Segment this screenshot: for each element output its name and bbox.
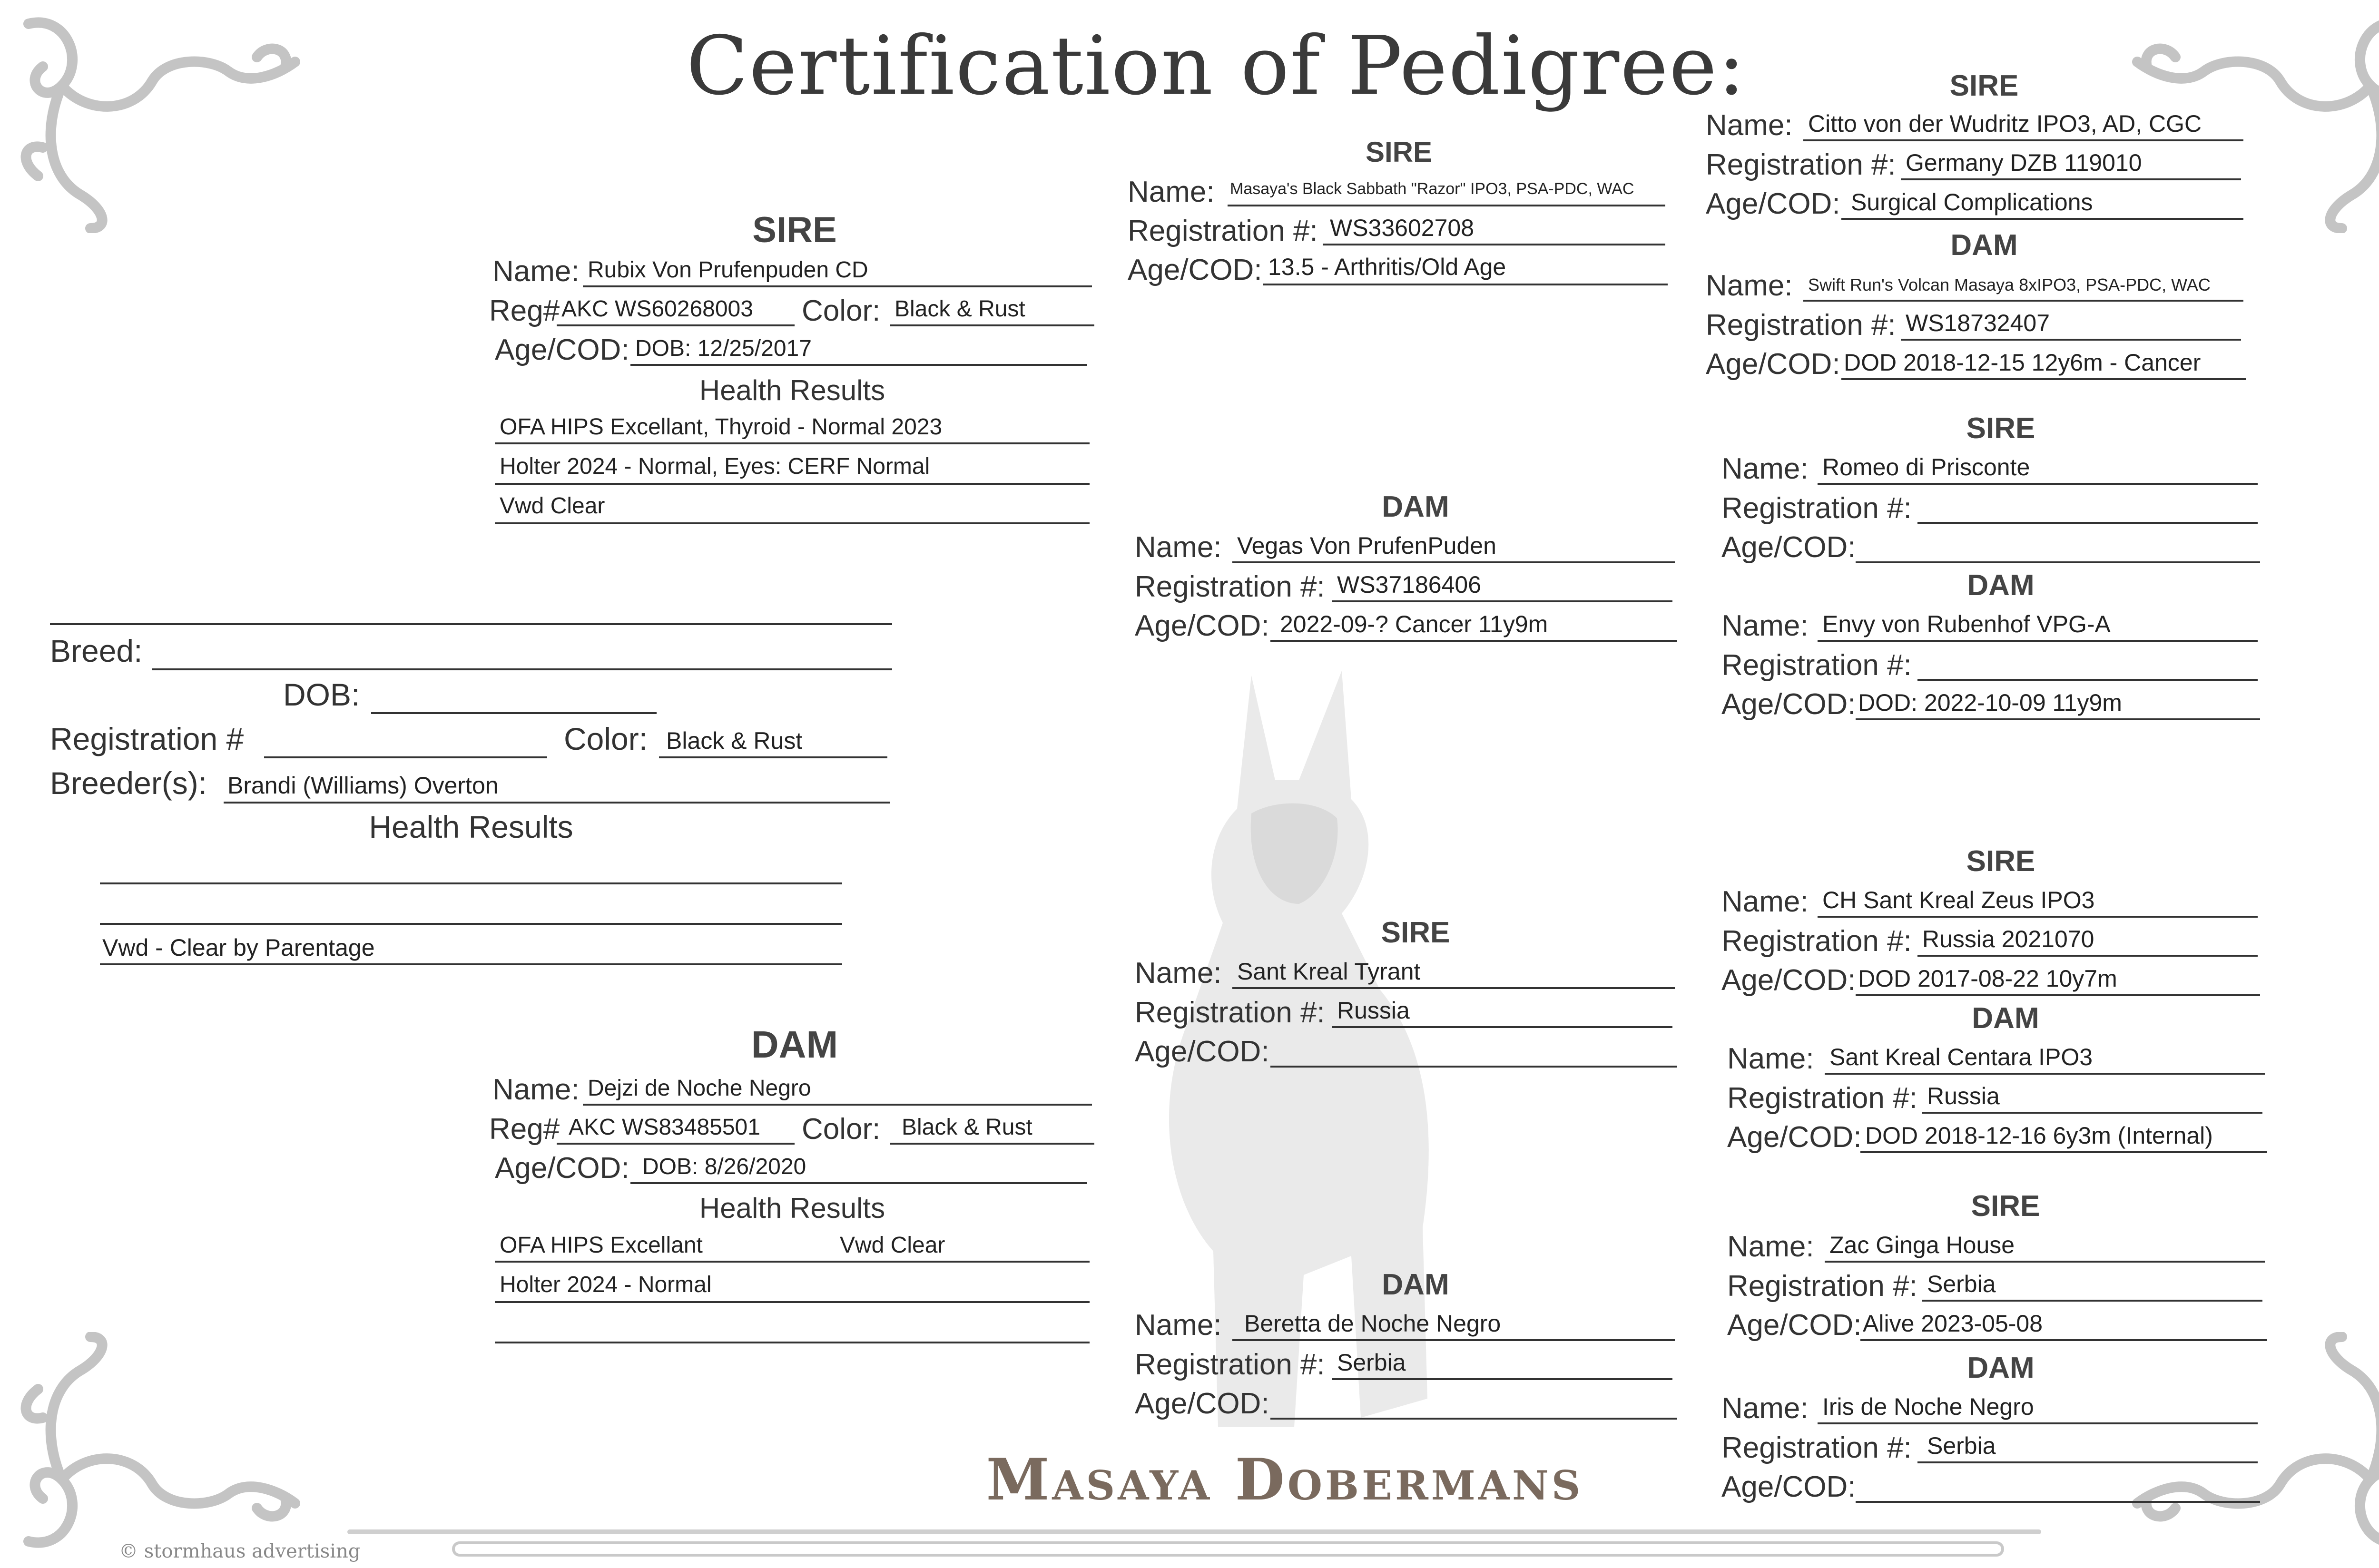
gen2-dam-sire-reg-value: Russia	[1337, 997, 1410, 1024]
gen2-sire-sire-reg-value: WS33602708	[1330, 215, 1475, 241]
gen2-sire-sire-age-label: Age/COD:	[1128, 254, 1262, 286]
dam-age-value: DOB: 8/26/2020	[642, 1154, 806, 1179]
page-title: Certification of Pedigree:	[686, 19, 1746, 113]
gen3-b-name-line	[1803, 300, 2243, 302]
dam-heading: DAM	[751, 1023, 838, 1066]
gen2-sire-dam-reg-label: Registration #:	[1135, 570, 1325, 603]
puppy-health-line-1	[100, 882, 842, 884]
gen3-f-heading: DAM	[1972, 1002, 2039, 1035]
gen2-dam-dam-heading: DAM	[1382, 1268, 1449, 1301]
gen3-f-age-line	[1860, 1151, 2267, 1153]
sire-reg-label: Reg#	[489, 294, 560, 327]
gen3-g-reg-value: Serbia	[1927, 1271, 1996, 1297]
sire-color-label: Color:	[802, 294, 881, 327]
sire-health-line-1	[495, 442, 1090, 444]
gen2-sire-sire-reg-line	[1323, 244, 1665, 245]
gen3-b-reg-value: WS18732407	[1906, 310, 2050, 336]
gen3-d-age-line	[1856, 718, 2260, 720]
gen3-h-age-label: Age/COD:	[1721, 1470, 1856, 1503]
gen3-a-age-label: Age/COD:	[1706, 187, 1840, 220]
puppy-name-line	[50, 623, 892, 625]
dam-health-line-3	[495, 1342, 1090, 1343]
gen2-dam-dam-reg-label: Registration #:	[1135, 1348, 1325, 1381]
dob-line	[371, 712, 657, 714]
gen3-e-age-value: DOD 2017-08-22 10y7m	[1858, 965, 2117, 992]
gen2-dam-dam-name-label: Name:	[1135, 1309, 1222, 1342]
gen3-h-reg-line	[1917, 1461, 2258, 1463]
gen3-h-age-line	[1856, 1501, 2260, 1503]
dam-reg-line	[557, 1143, 795, 1145]
gen2-dam-sire-reg-line	[1332, 1026, 1672, 1028]
gen3-g-age-label: Age/COD:	[1727, 1309, 1862, 1342]
gen2-dam-sire-name-value: Sant Kreal Tyrant	[1237, 958, 1421, 985]
gen2-sire-dam-reg-line	[1332, 600, 1672, 602]
dam-health-value-1a: OFA HIPS Excellant	[500, 1233, 703, 1258]
gen2-dam-dam-reg-value: Serbia	[1337, 1349, 1406, 1376]
color-value: Black & Rust	[666, 727, 803, 754]
gen3-g-name-value: Zac Ginga House	[1829, 1232, 2015, 1258]
dam-health-value-1b: Vwd Clear	[840, 1233, 945, 1258]
puppy-health-line-3	[100, 963, 842, 965]
gen3-g-age-line	[1860, 1339, 2267, 1341]
gen3-c-reg-line	[1917, 522, 2258, 524]
gen3-g-heading: SIRE	[1971, 1190, 2040, 1223]
gen3-f-age-label: Age/COD:	[1727, 1121, 1862, 1154]
dam-reg-label: Reg#	[489, 1113, 560, 1146]
credit-text: © stormhaus advertising	[119, 1540, 361, 1562]
gen3-e-name-value: CH Sant Kreal Zeus IPO3	[1822, 887, 2095, 913]
gen2-dam-dam-name-value: Beretta de Noche Negro	[1244, 1310, 1501, 1337]
gen3-b-reg-label: Registration #:	[1706, 309, 1896, 342]
footer-rule	[347, 1529, 2041, 1534]
gen3-b-age-line	[1841, 378, 2246, 380]
gen2-sire-sire-age-line	[1263, 284, 1668, 285]
gen3-a-age-line	[1841, 218, 2243, 220]
dam-name-line	[583, 1104, 1092, 1106]
corner-scroll-ornament-br	[2118, 1332, 2379, 1560]
gen2-dam-dam-reg-line	[1332, 1378, 1672, 1380]
gen2-sire-dam-age-line	[1270, 640, 1677, 642]
dam-age-label: Age/COD:	[495, 1152, 629, 1185]
gen2-sire-sire-age-value: 13.5 - Arthritis/Old Age	[1268, 254, 1506, 280]
gen2-sire-sire-heading: SIRE	[1365, 136, 1433, 168]
gen3-c-name-value: Romeo di Prisconte	[1822, 454, 2030, 480]
dam-color-line	[890, 1143, 1094, 1145]
gen3-h-reg-value: Serbia	[1927, 1432, 1996, 1459]
puppy-health-line-2	[100, 923, 842, 925]
dam-age-line	[630, 1182, 1087, 1184]
sire-name-label: Name:	[492, 255, 580, 288]
gen3-h-name-label: Name:	[1721, 1392, 1809, 1425]
gen3-e-reg-label: Registration #:	[1721, 925, 1912, 958]
gen3-c-name-label: Name:	[1721, 452, 1809, 485]
gen3-d-age-value: DOD: 2022-10-09 11y9m	[1858, 689, 2122, 716]
gen3-f-reg-label: Registration #:	[1727, 1082, 1917, 1115]
gen3-c-age-line	[1856, 561, 2260, 563]
gen2-sire-sire-name-value: Masaya's Black Sabbath "Razor" IPO3, PSA-PDC, WAC	[1230, 180, 1634, 198]
gen3-g-name-line	[1825, 1261, 2265, 1263]
gen3-e-reg-line	[1917, 955, 2258, 957]
gen3-d-name-label: Name:	[1721, 609, 1809, 642]
gen2-sire-sire-name-label: Name:	[1128, 176, 1215, 208]
sire-health-value-3: Vwd Clear	[500, 493, 605, 519]
gen2-sire-dam-name-value: Vegas Von PrufenPuden	[1237, 532, 1496, 559]
sire-name-value: Rubix Von Prufenpuden CD	[588, 257, 868, 283]
sire-health-line-3	[495, 522, 1090, 524]
gen3-c-age-label: Age/COD:	[1721, 531, 1856, 564]
gen3-e-reg-value: Russia 2021070	[1922, 926, 2094, 952]
gen3-a-name-line	[1803, 139, 2243, 141]
breed-line	[152, 668, 892, 670]
gen2-dam-dam-age-line	[1270, 1418, 1677, 1420]
sire-age-line	[630, 364, 1087, 366]
dam-name-value: Dejzi de Noche Negro	[588, 1076, 811, 1101]
dob-label: DOB:	[283, 677, 360, 712]
gen3-a-name-label: Name:	[1706, 109, 1793, 142]
sire-health-heading: Health Results	[699, 374, 885, 406]
sire-health-line-2	[495, 483, 1090, 485]
gen2-sire-dam-name-label: Name:	[1135, 531, 1222, 564]
corner-scroll-ornament-bl	[10, 1332, 314, 1560]
gen3-c-reg-label: Registration #:	[1721, 492, 1912, 525]
dam-health-line-1	[495, 1261, 1090, 1263]
dam-health-value-2: Holter 2024 - Normal	[500, 1272, 712, 1297]
puppy-health-value-3: Vwd - Clear by Parentage	[102, 934, 375, 961]
sire-heading: SIRE	[752, 210, 837, 250]
gen3-a-heading: SIRE	[1949, 69, 2019, 102]
breed-label: Breed:	[50, 633, 143, 668]
gen3-h-name-line	[1818, 1422, 2258, 1424]
gen2-sire-dam-age-label: Age/COD:	[1135, 609, 1269, 642]
gen3-g-name-label: Name:	[1727, 1230, 1814, 1263]
gen3-f-age-value: DOD 2018-12-16 6y3m (Internal)	[1865, 1122, 2213, 1149]
dam-health-heading: Health Results	[699, 1192, 885, 1224]
sire-health-value-1: OFA HIPS Excellant, Thyroid - Normal 2023	[500, 414, 943, 440]
gen3-f-reg-line	[1922, 1112, 2262, 1114]
gen3-g-reg-label: Registration #:	[1727, 1270, 1917, 1303]
gen3-e-age-line	[1856, 994, 2260, 996]
gen3-e-name-label: Name:	[1721, 885, 1809, 918]
gen3-f-name-label: Name:	[1727, 1042, 1814, 1075]
sire-name-line	[583, 285, 1092, 287]
gen3-d-reg-line	[1917, 679, 2258, 681]
gen2-dam-sire-reg-label: Registration #:	[1135, 996, 1325, 1029]
gen2-dam-dam-age-label: Age/COD:	[1135, 1387, 1269, 1420]
gen3-c-heading: SIRE	[1966, 412, 2035, 445]
gen3-b-heading: DAM	[1950, 229, 2018, 262]
breeders-value: Brandi (Williams) Overton	[227, 772, 499, 799]
gen3-f-name-value: Sant Kreal Centara IPO3	[1829, 1044, 2093, 1070]
sire-reg-value: AKC WS60268003	[561, 296, 753, 322]
gen3-h-reg-label: Registration #:	[1721, 1431, 1912, 1464]
gen3-g-reg-line	[1922, 1300, 2262, 1302]
gen2-dam-sire-heading: SIRE	[1381, 916, 1450, 949]
gen2-sire-dam-name-line	[1232, 561, 1675, 563]
sire-age-label: Age/COD:	[495, 333, 629, 366]
dam-name-label: Name:	[492, 1073, 580, 1106]
gen3-b-age-label: Age/COD:	[1706, 348, 1840, 381]
breeders-line	[224, 802, 890, 804]
gen3-b-name-value: Swift Run's Volcan Masaya 8xIPO3, PSA-PDC, WAC	[1808, 275, 2211, 294]
gen3-d-age-label: Age/COD:	[1721, 688, 1856, 721]
gen3-b-reg-line	[1901, 339, 2241, 341]
registration-line	[264, 756, 547, 758]
gen2-sire-sire-name-line	[1228, 205, 1665, 206]
dam-color-value: Black & Rust	[902, 1115, 1032, 1140]
footer-bar	[452, 1541, 2004, 1557]
gen3-a-name-value: Citto von der Wudritz IPO3, AD, CGC	[1808, 110, 2202, 137]
sire-age-value: DOB: 12/25/2017	[635, 336, 812, 361]
gen3-d-name-line	[1818, 640, 2258, 642]
sire-health-value-2: Holter 2024 - Normal, Eyes: CERF Normal	[500, 454, 930, 479]
gen3-a-reg-value: Germany DZB 119010	[1906, 149, 2142, 176]
gen3-d-reg-label: Registration #:	[1721, 649, 1912, 682]
gen3-h-name-value: Iris de Noche Negro	[1822, 1393, 2034, 1420]
color-label: Color:	[564, 721, 648, 756]
brand-logo-text: Masaya Dobermans	[986, 1446, 1583, 1513]
gen3-a-age-value: Surgical Complications	[1851, 189, 2093, 216]
gen3-c-name-line	[1818, 483, 2258, 485]
sire-reg-line	[557, 324, 795, 326]
sire-color-value: Black & Rust	[895, 296, 1025, 322]
gen2-dam-sire-age-label: Age/COD:	[1135, 1035, 1269, 1068]
gen2-sire-dam-age-value: 2022-09-? Cancer 11y9m	[1280, 611, 1548, 637]
gen3-e-heading: SIRE	[1966, 845, 2035, 878]
gen3-f-reg-value: Russia	[1927, 1083, 2000, 1109]
gen3-a-reg-line	[1901, 178, 2241, 180]
gen2-sire-sire-reg-label: Registration #:	[1128, 215, 1318, 247]
gen3-f-name-line	[1825, 1073, 2265, 1075]
gen2-sire-dam-heading: DAM	[1382, 490, 1449, 523]
gen3-d-heading: DAM	[1967, 569, 2035, 602]
gen3-b-name-label: Name:	[1706, 269, 1793, 302]
gen3-d-name-value: Envy von Rubenhof VPG-A	[1822, 611, 2111, 637]
dam-color-label: Color:	[802, 1113, 881, 1146]
gen3-g-age-value: Alive 2023-05-08	[1863, 1310, 2043, 1337]
gen2-dam-sire-name-label: Name:	[1135, 957, 1222, 990]
gen2-dam-sire-name-line	[1232, 987, 1675, 989]
puppy-health-heading: Health Results	[369, 809, 573, 844]
gen3-e-age-label: Age/COD:	[1721, 964, 1856, 997]
breeders-label: Breeder(s):	[50, 765, 207, 801]
sire-color-line	[890, 324, 1094, 326]
dam-health-line-2	[495, 1301, 1090, 1303]
color-line	[659, 756, 887, 758]
gen2-sire-dam-reg-value: WS37186406	[1337, 571, 1482, 598]
gen2-dam-sire-age-line	[1270, 1066, 1677, 1068]
dam-reg-value: AKC WS83485501	[569, 1115, 760, 1140]
gen3-h-heading: DAM	[1967, 1352, 2035, 1384]
gen2-dam-dam-name-line	[1232, 1339, 1675, 1341]
gen3-b-age-value: DOD 2018-12-15 12y6m - Cancer	[1844, 349, 2201, 376]
registration-label: Registration #	[50, 721, 244, 756]
gen3-e-name-line	[1818, 916, 2258, 918]
gen3-a-reg-label: Registration #:	[1706, 148, 1896, 181]
